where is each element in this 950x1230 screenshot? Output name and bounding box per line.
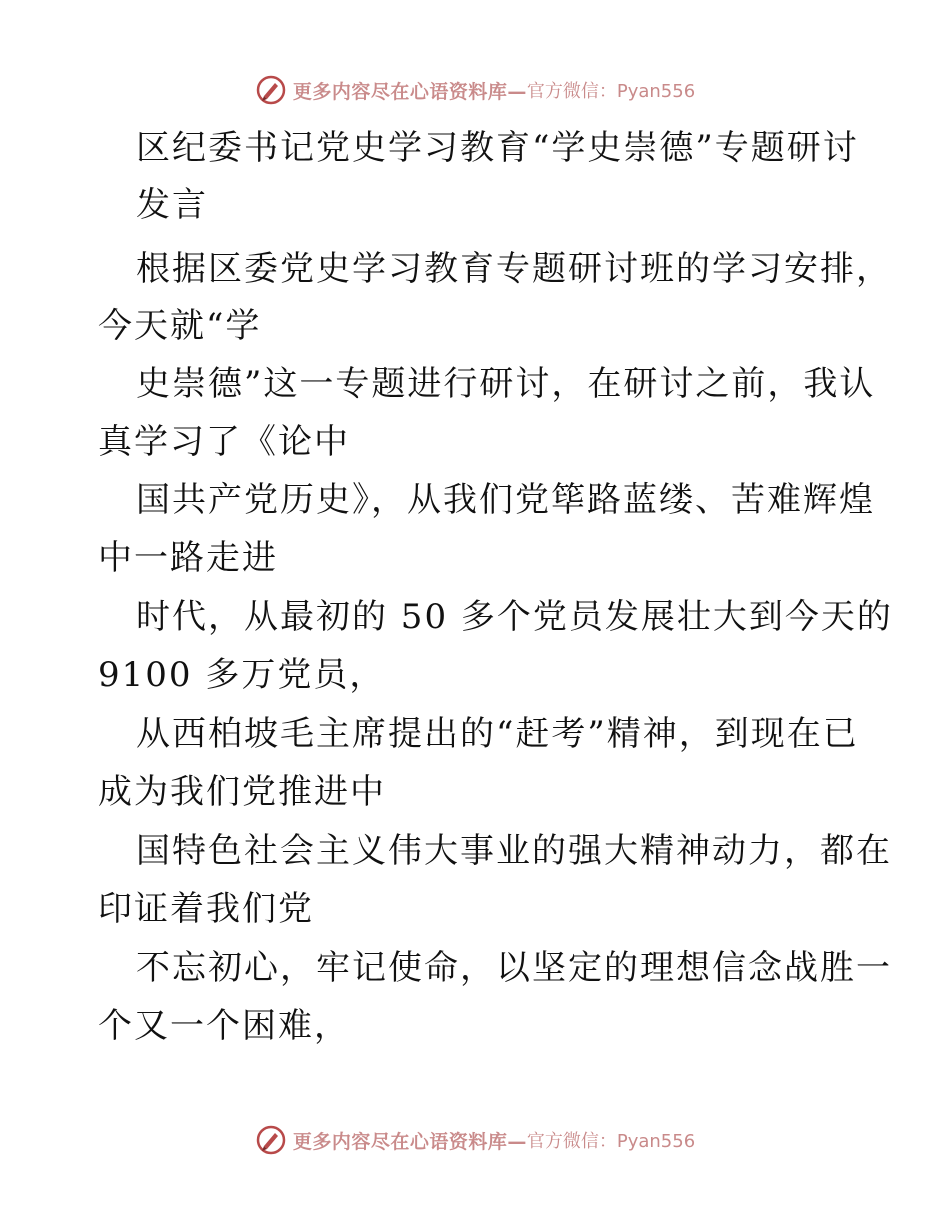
footer-watermark <box>0 1120 950 1160</box>
text-line: 今天就“学 <box>98 306 262 346</box>
text-line: 国特色社会主义伟大事业的强大精神动力，都在 <box>136 831 892 871</box>
text-line: 国共产党历史》，从我们党筚路蓝缕、苦难辉煌 <box>136 480 875 520</box>
text-line: 不忘初心，牢记使命，以坚定的理想信念战胜一 <box>136 948 892 988</box>
banner-text: 更多内容尽在心语资料库— <box>292 1130 527 1153</box>
header-watermark <box>0 70 950 110</box>
text-line: 从西柏坡毛主席提出的“赶考”精神，到现在已 <box>136 714 859 754</box>
pen-logo-icon <box>255 1124 287 1156</box>
text-line: 中一路走进 <box>98 538 278 578</box>
text-line: 区纪委书记党史学习教育“学史崇德”专题研讨 <box>136 128 859 168</box>
text-line: 史崇德”这一专题进行研讨，在研讨之前，我认 <box>136 364 876 404</box>
text-line: 时代，从最初的 50 多个党员发展壮大到今天的 <box>136 597 893 637</box>
text-line: 印证着我们党 <box>98 889 314 929</box>
banner-wechat: 官方微信：Pyan556 <box>526 81 696 102</box>
text-line: 成为我们党推进中 <box>98 772 386 812</box>
banner-text: 更多内容尽在心语资料库— <box>292 80 527 103</box>
text-line: 9100 多万党员， <box>98 655 386 695</box>
text-line: 真学习了《论中 <box>98 422 350 462</box>
text-line: 个又一个困难， <box>98 1006 350 1046</box>
pen-logo-icon <box>255 74 287 106</box>
text-line: 发言 <box>136 185 208 225</box>
banner-wechat: 官方微信：Pyan556 <box>526 1131 696 1152</box>
text-line: 根据区委党史学习教育专题研讨班的学习安排， <box>136 249 892 289</box>
